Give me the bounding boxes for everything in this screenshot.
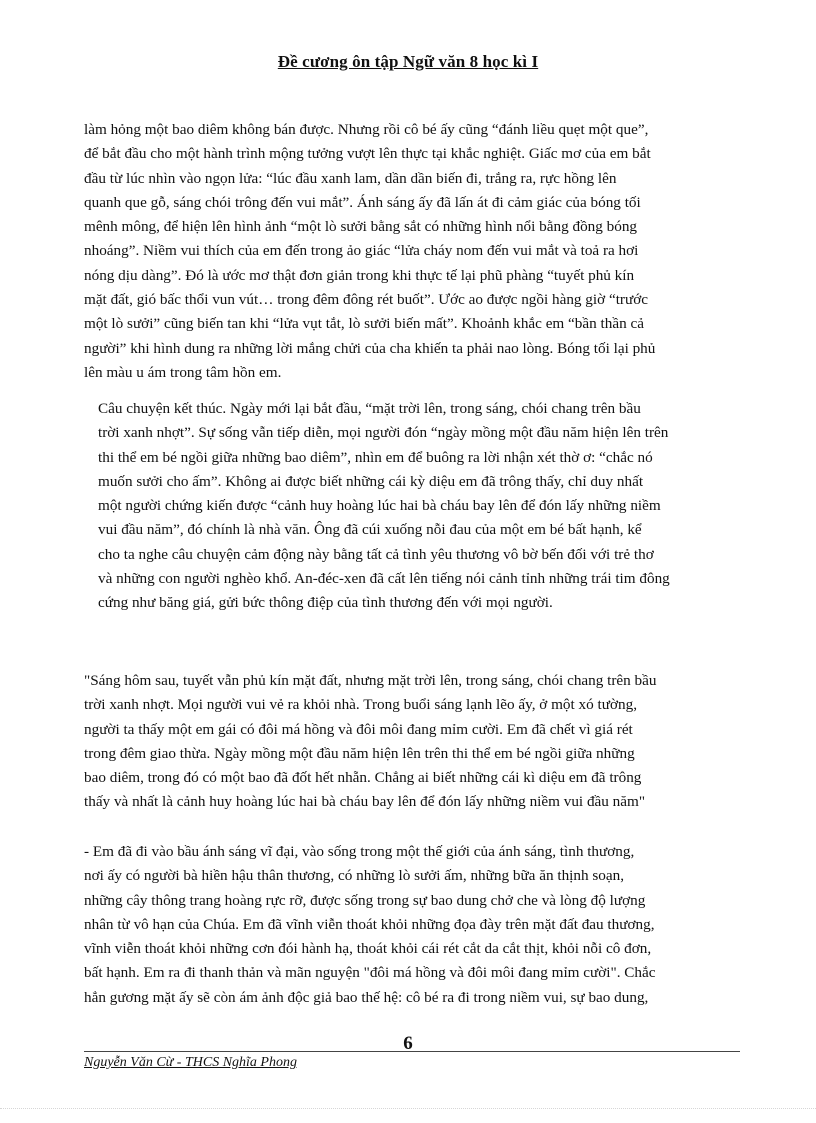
text-line: nhân từ vô hạn của Chúa. Em đã vĩnh viễn thoát khỏi những đọa đày trên mặt đất đau thương, (84, 915, 655, 933)
paragraph-commentary (84, 840, 744, 1010)
text-line: vĩnh viễn thoát khỏi những cơn đói hành hạ, thoát khỏi cái rét cắt da cắt thịt, khỏi nỗi cô đơn, (84, 940, 652, 958)
text-line: người” khi hình dung ra những lời mắng chửi của cha khiến ta phải nao lòng. Bóng tối lại phủ (84, 339, 656, 357)
footer-divider (84, 1051, 740, 1052)
page-bottom-edge (0, 1108, 816, 1109)
text-line: - Em đã đi vào bầu ánh sáng vĩ đại, vào sống trong một thế giới của ánh sáng, tình thương, (84, 843, 635, 860)
text-line: và những con người nghèo khổ. An-đéc-xen đã cất lên tiếng nói cảnh tỉnh những trái tim đông (98, 570, 670, 588)
text-line: "Sáng hôm sau, tuyết vẫn phủ kín mặt đất, nhưng mặt trời lên, trong sáng, chói chang trên bầu (84, 672, 657, 689)
text-line: quanh que gỗ, sáng chói trông đến vui mắt”. Ánh sáng ấy đã lấn át đi cảm giác của bóng tối (84, 193, 641, 211)
page-header-title: Đề cương ôn tập Ngữ văn 8 học kì I (277, 52, 539, 71)
text-line: những cây thông trang hoàng rực rỡ, được sống trong sự bao dung chở che và lòng độ lượng (84, 891, 646, 909)
text-line: lên màu u ám trong tâm hồn em. (84, 363, 282, 381)
text-line: trời xanh nhợt”. Sự sống vẫn tiếp diễn, mọi người đón “ngày mồng một đầu năm hiện lên trên (98, 424, 669, 442)
text-line: cho ta nghe câu chuyện cảm động này bằng tất cả tình yêu thương vô bờ bến đối với trẻ thơ (98, 545, 654, 563)
text-line: làm hỏng một bao diêm không bán được. Nhưng rồi cô bé ấy cũng “đánh liều quẹt một que”, (84, 121, 649, 138)
text-line: một người chứng kiến được “cảnh huy hoàng lúc hai bà cháu bay lên để đón lấy những niềm (98, 497, 661, 515)
text-line: cứng như băng giá, gửi bức thông điệp của tình thương đến với mọi người. (98, 594, 553, 612)
text-line: bất hạnh. Em ra đi thanh thản và mãn nguyện "đôi má hồng và đôi môi đang mỉm cười". Chắc (84, 964, 656, 982)
text-line: người ta thấy một em gái có đôi má hồng và đôi môi đang mỉm cười. Em đã chết vì giá rét (84, 720, 633, 738)
footer-author: Nguyễn Văn Cừ - THCS Nghĩa Phong (84, 1055, 297, 1070)
text-line: mênh mông, để hiện lên hình ảnh “một lò sưởi bằng sắt có những hình nổi bằng đồng bóng (84, 218, 638, 236)
text-line: hẳn gương mặt ấy sẽ còn ám ảnh độc giả bao thế hệ: cô bé ra đi trong niềm vui, sự bao dung, (84, 988, 649, 1006)
paragraph-analysis-1 (84, 118, 744, 385)
text-line: thi thể em bé ngồi giữa những bao diêm”, nhìn em để buông ra lời nhận xét thờ ơ: “chắc nó (98, 448, 653, 466)
page-number: 6 (403, 1033, 413, 1054)
text-line: mặt đất, gió bấc thổi vun vút… trong đêm đông rét buốt”. Ước ao được ngồi hàng giờ “trước (84, 291, 648, 309)
text-line: muốn sưởi cho ấm”. Không ai được biết những cái kỳ diệu em đã trông thấy, chỉ duy nhất (98, 472, 644, 490)
text-line: đầu từ lúc nhìn vào ngọn lửa: “lúc đầu xanh lam, dần dần biến đi, trắng ra, rực hồng lên (84, 169, 617, 187)
text-line: nơi ấy có người bà hiền hậu thân thương, có những lò sưởi ấm, những bữa ăn thịnh soạn, (84, 867, 625, 885)
text-line: để bắt đầu cho một hành trình mộng tưởng vượt lên thực tại khắc nghiệt. Giấc mơ của em bắt (84, 145, 651, 163)
text-line: trời xanh nhợt. Mọi người vui vẻ ra khỏi nhà. Trong buổi sáng lạnh lẽo ấy, ở một xó tường, (84, 696, 637, 714)
text-line: bao diêm, trong đó có một bao đã đốt hết nhẵn. Chẳng ai biết những cái kì diệu em đã trông (84, 769, 642, 787)
text-line: vui đầu năm”, đó chính là nhà văn. Ông đã cúi xuống nỗi đau của một em bé bất hạnh, kể (98, 521, 642, 539)
text-line: nóng dịu dàng”. Đó là ước mơ thật đơn giản trong khi thực tế lại phũ phàng “tuyết phủ kín (84, 266, 635, 284)
text-line: trong đêm giao thừa. Ngày mồng một đầu năm hiện lên trên thi thể em bé ngồi giữa những (84, 744, 635, 762)
paragraph-analysis-2 (84, 397, 744, 616)
text-line: nhoáng”. Niềm vui thích của em đến trong ảo giác “lửa cháy nom đến vui mắt và toả ra hơi (84, 242, 639, 260)
text-line: thấy và nhất là cảnh huy hoàng lúc hai bà cháu bay lên để đón lấy những niềm vui đầu năm" (84, 793, 646, 811)
text-line: Câu chuyện kết thúc. Ngày mới lại bắt đầu, “mặt trời lên, trong sáng, chói chang trên bầu (98, 400, 641, 417)
quoted-excerpt (84, 669, 744, 815)
text-line: một lò sưởi” cũng biến tan khi “lửa vụt tắt, lò sưởi biến mất”. Khoảnh khắc em “bần thần cả (84, 315, 644, 333)
